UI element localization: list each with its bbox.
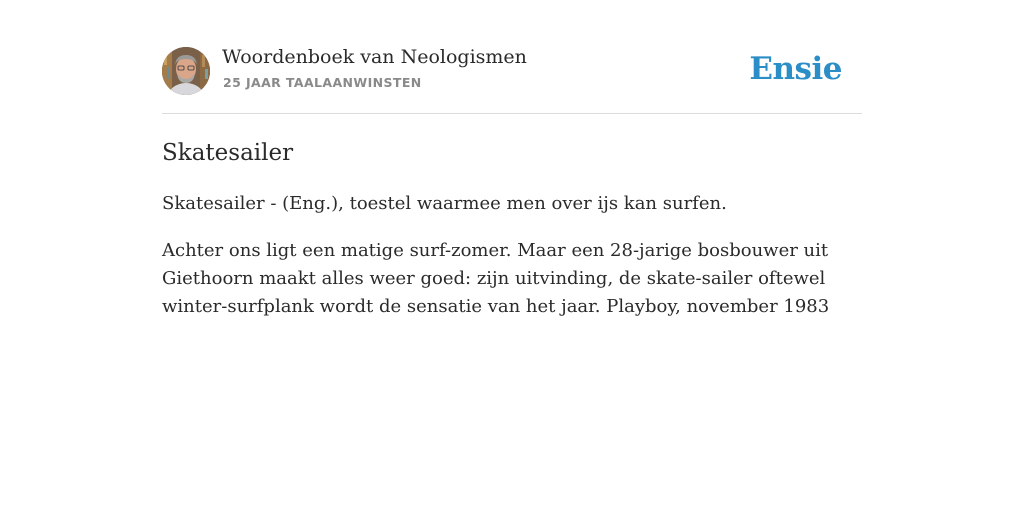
entry-definition: Skatesailer - (Eng.), toestel waarmee men over ijs kan surfen.	[162, 193, 727, 214]
author-portrait-icon	[162, 47, 210, 95]
ensie-logo-link[interactable]: Ensie	[749, 51, 842, 87]
book-subtitle: 25 JAAR TAALAANWINSTEN	[223, 75, 422, 90]
entry-card	[162, 46, 862, 321]
avatar[interactable]	[162, 47, 210, 95]
entry-title: Skatesailer	[162, 140, 294, 166]
header	[162, 46, 862, 114]
entry-quote: Achter ons ligt een matige surf-zomer. Maar een 28-jarige bosbouwer uit Giethoorn maakt alles weer goed: zijn uitvinding, de skate-sailer oftewel winter-surfplank wordt de sensatie van het jaar. Playboy, november 1983	[162, 240, 830, 317]
book-title[interactable]: Woordenboek van Neologismen	[222, 46, 527, 68]
